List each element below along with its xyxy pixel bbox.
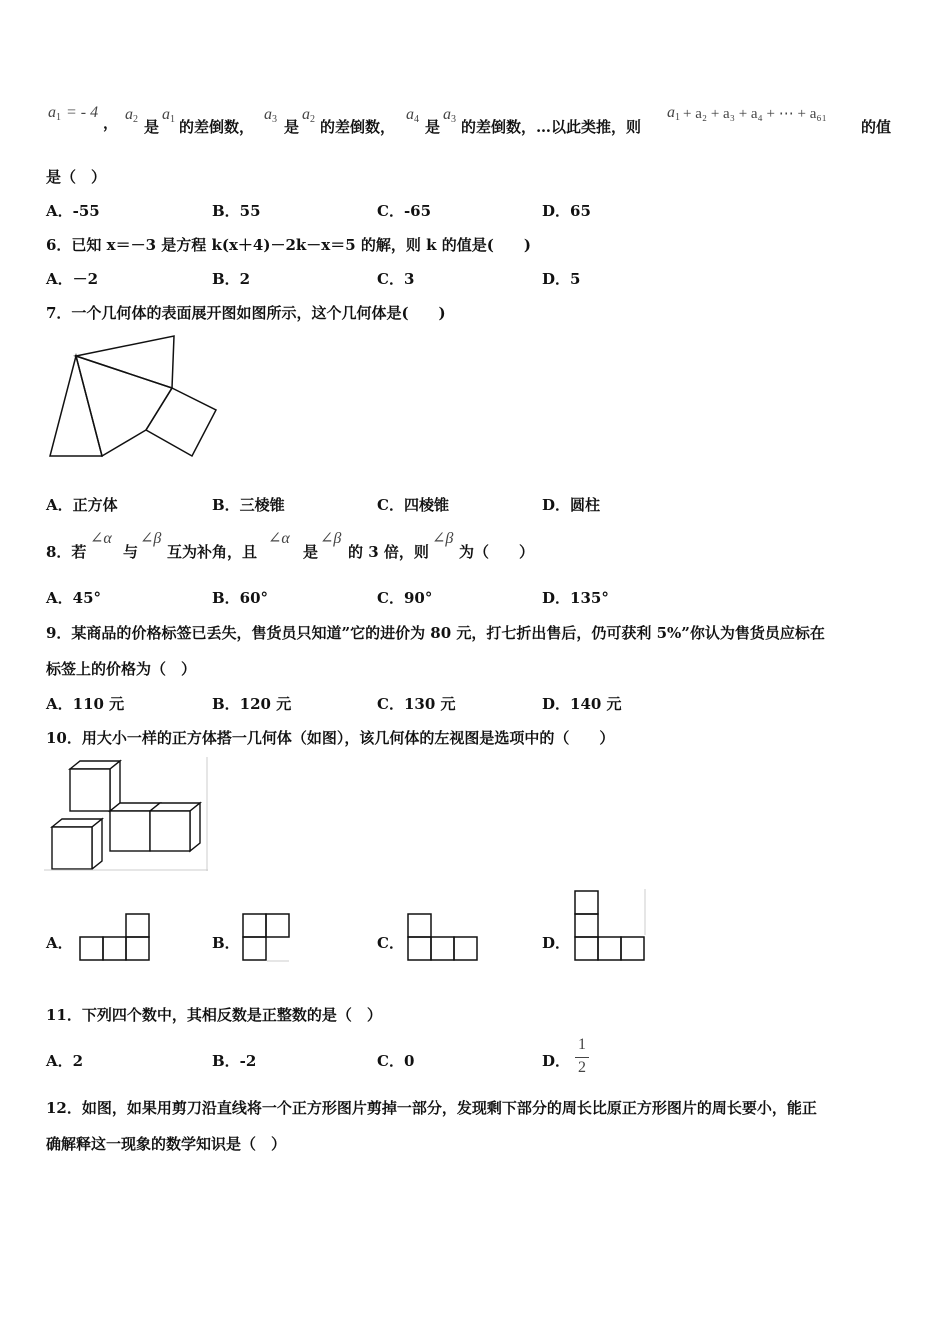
math-angle-alpha: ∠α [90,530,112,547]
option-b: B．60° [212,589,269,607]
question-5-line2: 是（ ） [46,168,107,186]
math-a1: $a_1$ [162,106,175,125]
math-angle-alpha: ∠α [268,530,290,547]
option-a: A．-55 [46,202,100,220]
text-diff-reciprocal: 的差倒数，…以此类推，则 [461,118,642,136]
net-square-base [76,356,172,456]
option-c: C． [377,934,404,952]
option-c: C．3 [377,270,415,288]
text: 与 [123,543,139,561]
math-a1-value: = - 4 [66,104,99,121]
math-a4: $a_4$ [406,106,419,125]
option-c: C．90° [377,589,433,607]
text-is: 是 [144,118,160,136]
option-a: A．110 元 [46,695,125,713]
text: 为（ ） [459,543,535,561]
option-a: A．45° [46,589,102,607]
cube-stack-figure [44,757,208,871]
text-is: 是 [284,118,300,136]
fraction-numerator: 1 [578,1036,586,1053]
math-angle-beta: ∠β [140,530,162,547]
question-12-line1: 12．如图，如果用剪刀沿直线将一个正方形图片剪掉一部分，发现剩下部分的周长比原正方形图片的周长要小，能正 [46,1099,817,1117]
fraction-denominator: 2 [578,1059,586,1076]
text-value: 的值 [861,118,892,136]
text: 互为补角，且 [167,543,258,561]
math-a3: $a_3$ [443,106,456,125]
math-angle-beta: ∠β [432,530,454,547]
option-d: D．65 [542,202,591,220]
option-a: A．－2 [46,270,99,288]
question-10-stem: 10．用大小一样的正方体搭一几何体（如图），该几何体的左视图是选项中的（ ） [46,729,615,747]
option-a: A．2 [46,1052,84,1070]
option-d-view [573,889,647,962]
text: 8．若 [46,543,87,561]
net-triangle-top [76,336,174,388]
option-d: D．圆柱 [542,496,601,514]
question-12-line2: 确解释这一现象的数学知识是（ ） [46,1135,287,1153]
question-9-line2: 标签上的价格为（ ） [46,660,197,678]
math-a2: $a_2$ [302,106,315,125]
net-triangle-left [50,356,102,456]
option-a: A． [46,934,73,952]
option-d: D．135° [542,589,609,607]
math-a1: $a_1$ [667,104,680,123]
option-d: D． [542,1052,571,1070]
math-angle-beta: ∠β [320,530,342,547]
text-diff-reciprocal: 的差倒数， [320,118,396,136]
option-b: B．120 元 [212,695,292,713]
math-a1: $a_1$ [48,104,61,123]
text: 的 3 倍，则 [348,543,429,561]
question-7-stem: 7．一个几何体的表面展开图如图所示，这个几何体是( ) [46,304,446,322]
math-a2: $a_2$ [125,106,138,125]
option-b-view [241,913,291,963]
text: 是 [303,543,319,561]
text-diff-reciprocal: 的差倒数， [179,118,255,136]
option-a: A．正方体 [46,496,118,514]
option-d: D．5 [542,270,581,288]
option-d: D． [542,934,571,952]
pyramid-net-figure [46,334,221,460]
option-b: B．2 [212,270,251,288]
comma: ， [103,114,119,132]
option-c: C．130 元 [377,695,456,713]
option-a-view [78,913,150,961]
option-b: B．-2 [212,1052,257,1070]
option-c: C．-65 [377,202,432,220]
fraction-bar [575,1057,589,1058]
option-b: B．55 [212,202,261,220]
option-c-view [406,913,478,961]
option-c: C．0 [377,1052,415,1070]
option-d: D．140 元 [542,695,622,713]
option-c: C．四棱锥 [377,496,449,514]
math-sum: + a₂ + a₃ + a₄ + ⋯ + a₆₁ [683,106,827,122]
option-b: B．三棱锥 [212,496,285,514]
question-11-stem: 11．下列四个数中，其相反数是正整数的是（ ） [46,1006,382,1024]
option-b: B． [212,934,240,952]
math-a3: $a_3$ [264,106,277,125]
question-6-stem: 6．已知 x＝－3 是方程 k(x＋4)－2k－x＝5 的解，则 k 的值是( ) [46,236,531,254]
net-square-right [146,388,216,456]
question-9-line1: 9．某商品的价格标签已丢失，售货员只知道”它的进价为 80 元，打七折出售后，仍可获利 5%”你认为售货员应标在 [46,624,825,642]
text-is: 是 [425,118,441,136]
